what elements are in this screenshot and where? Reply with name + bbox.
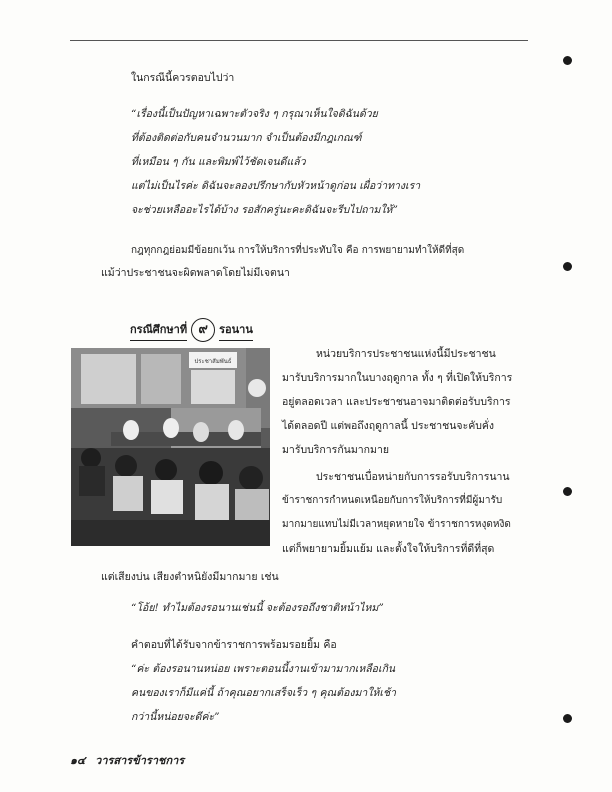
page-number: ๑๔ <box>70 754 86 767</box>
header-rule <box>70 40 528 41</box>
case-body-line: แต่เสียงบ่น เสียงตำหนิยังมีมากมาย เช่น <box>101 571 279 583</box>
case-body-line: ข้าราชการกำหนดเหนือยกับการให้บริการที่มีผู้มารับ <box>282 495 503 506</box>
case-study-heading <box>130 318 253 342</box>
case-body-line: หน่วยบริการประชาชนแห่งนี้มีประชาชน <box>316 348 496 360</box>
answer-quote-line: คนของเราก็มีแค่นี้ ถ้าคุณอยากเสร็จเร็ว ๆ คุณต้องมาให้เช้า <box>131 687 396 699</box>
case-body-line: มารับบริการมากในบางฤดูกาล ทั้ง ๆ ที่เปิดให้บริการ <box>282 372 513 384</box>
answer-intro: คำตอบที่ได้รับจากข้าราชการพร้อมรอยยิ้ม คือ <box>131 639 337 651</box>
quote-line: แต่ไม่เป็นไรค่ะ ดิฉันจะลองปรึกษากับหัวหน้าดูก่อน เผื่อว่าทางเรา <box>131 180 421 192</box>
case-body-line: มารับบริการกันมากมาย <box>282 444 389 456</box>
quote-line: ที่เหมือน ๆ กัน และพิมพ์ไว้ชัดเจนดีแล้ว <box>131 156 306 168</box>
publication-name: วารสารข้าราชการ <box>95 754 185 767</box>
case-study-number: ๙ <box>191 318 215 342</box>
rule-paragraph-line: แม้ว่าประชาชนจะผิดพลาดโดยไม่มีเจตนา <box>101 267 290 279</box>
intro-line: ในกรณีนี้ควรตอบไปว่า <box>131 72 235 84</box>
page-footer <box>70 754 184 768</box>
quote-line: จะช่วยเหลืออะไรได้บ้าง รอสักครู่นะคะดิฉันจะรีบไปถามให้” <box>131 204 398 216</box>
binding-hole <box>563 487 572 496</box>
rule-paragraph-line: กฎทุกกฎย่อมมีข้อยกเว้น การให้บริการที่ประทับใจ คือ การพยายามทำให้ดีที่สุด <box>131 245 465 256</box>
complaint-quote: “โอ้ย! ทำไมต้องรอนานเช่นนี้ จะต้องรอถึงชาติหน้าไหม” <box>131 602 384 614</box>
case-body-line: แต่ก็พยายามยิ้มแย้ม และตั้งใจให้บริการที่ดีที่สุด <box>282 543 495 555</box>
case-study-label: กรณีศึกษาที่ <box>130 320 187 341</box>
quote-line: “เรื่องนี้เป็นปัญหาเฉพาะตัวจริง ๆ กรุณาเห็นใจดิฉันด้วย <box>131 108 378 120</box>
answer-quote-line: กว่านี้หน่อยจะดีค่ะ” <box>131 711 220 723</box>
binding-hole <box>563 262 572 271</box>
photo-sign: ประชาสัมพันธ์ <box>194 358 232 365</box>
service-counter-photo-image <box>71 348 270 546</box>
answer-quote-line: “ค่ะ ต้องรอนานหน่อย เพราะตอนนี้งานเข้ามามากเหลือเกิน <box>131 663 396 675</box>
case-body-line: มากมายแทบไม่มีเวลาหยุดหายใจ ข้าราชการหงุดหงิด <box>282 519 511 530</box>
case-body-line: อยู่ตลอดเวลา และประชาชนอาจมาติดต่อรับบริการ <box>282 396 511 408</box>
case-body-line: ได้ตลอดปี แต่พอถึงฤดูกาลนี้ ประชาชนจะคับคั่ง <box>282 420 495 432</box>
case-study-title: รอนาน <box>219 320 253 341</box>
quote-line: ที่ต้องติดต่อกับคนจำนวนมาก จำเป็นต้องมีกฎเกณฑ์ <box>131 132 362 144</box>
case-body-line: ประชาชนเบื่อหน่ายกับการรอรับบริการนาน <box>316 471 510 483</box>
binding-hole <box>563 56 572 65</box>
service-counter-photo <box>71 348 270 546</box>
binding-hole <box>563 714 572 723</box>
